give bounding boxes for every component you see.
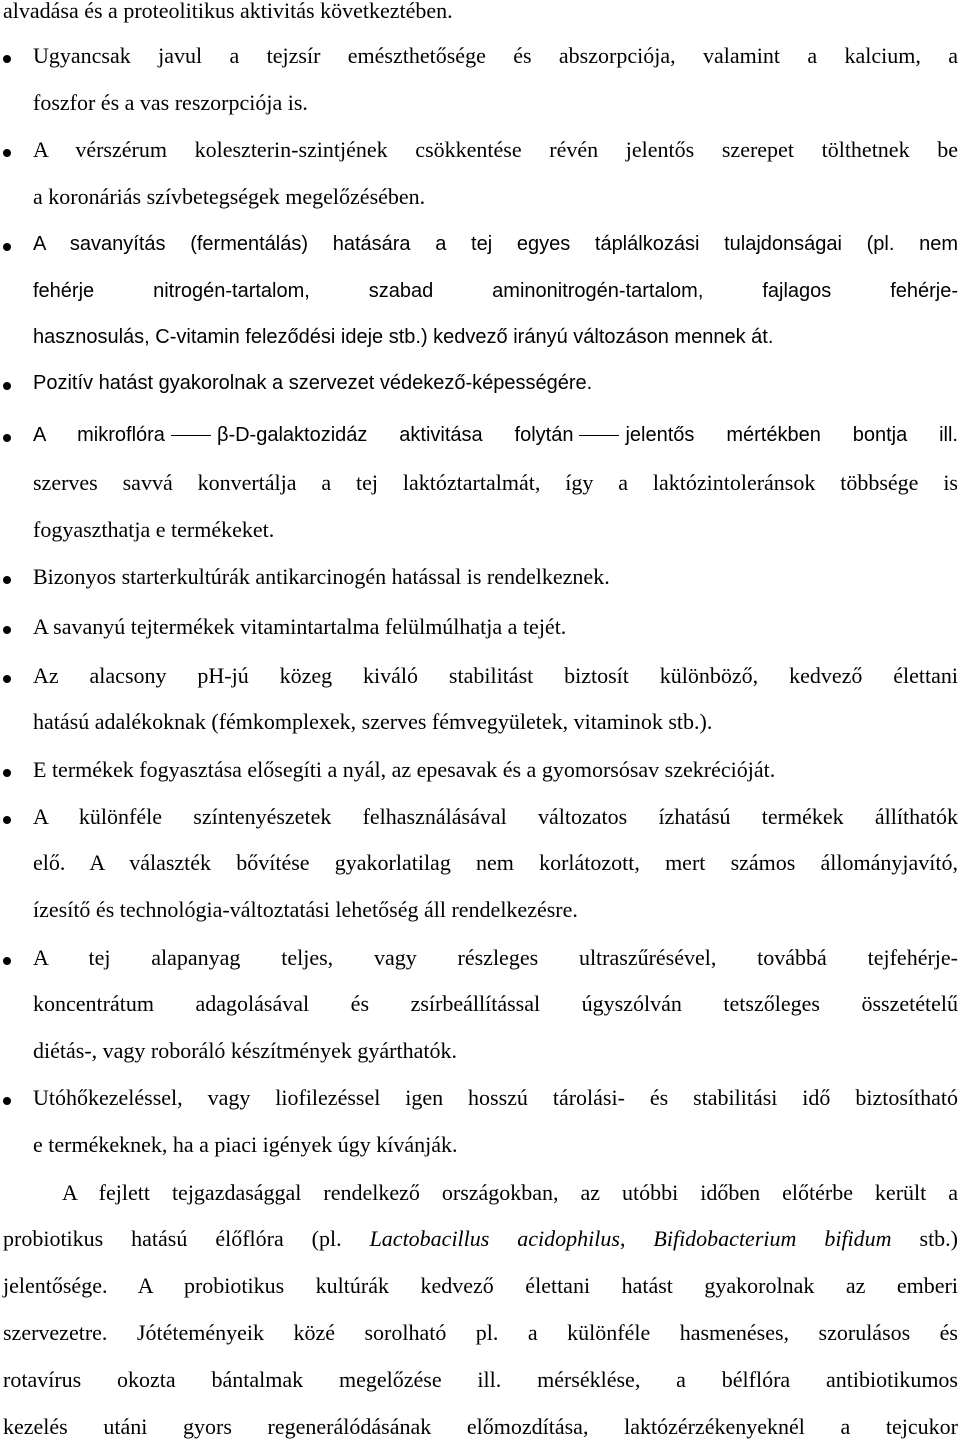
text-line: foszfor és a vas reszorpciója is. [33, 90, 308, 115]
em-dash-line [171, 435, 211, 437]
text-line: fogyaszthatja e termékeket. [33, 517, 275, 542]
bullet-icon [3, 769, 11, 777]
bullet-icon [3, 149, 11, 157]
text-line: diétás-, vagy roboráló készítmények gyárthatók. [33, 1038, 457, 1063]
bullet-icon [3, 55, 11, 63]
bullet-icon [3, 243, 11, 251]
text-line: a koronáriás szívbetegségek megelőzésében. [33, 184, 426, 209]
text-line: hatású adalékoknak (fémkomplexek, szerves fémvegyületek, vitaminok stb.). [33, 709, 713, 734]
text-line: Pozitív hatást gyakorolnak a szervezet védekező-képességére. [33, 372, 593, 394]
text-line: A savanyú tejtermékek vitamintartalma felülmúlhatja a tejét. [33, 614, 567, 639]
bullet-icon [3, 675, 11, 683]
text-line: alvadása és a proteolitikus aktivitás következtében. [3, 0, 453, 23]
text-segment: probiotikus hatású élőflóra (pl. [3, 1226, 370, 1251]
text-line: rotavírus okozta bántalmak megelőzése ill. mérséklése, a bélflóra antibiotikumos [3, 1367, 958, 1392]
text-line: A savanyítás (fermentálás) hatására a tej egyes táplálkozási tulajdonságai (pl. nem [33, 233, 958, 255]
text-segment: stb.) [891, 1226, 959, 1251]
text-line [3, 1226, 958, 1252]
bullet-icon [3, 434, 11, 442]
text-line: kezelés utáni gyors regenerálódásának előmozdítása, laktózérzékenyeknél a tejcukor [3, 1414, 958, 1439]
text-line: Utóhőkezeléssel, vagy liofilezéssel igen hosszú tárolási- és stabilitási idő biztosítható [33, 1085, 958, 1110]
bullet-icon [3, 816, 11, 824]
text-line: elő. A választék bővítése gyakorlatilag nem korlátozott, mert számos állományjavító, [33, 850, 958, 875]
text-line: szervezetre. Jótéteményeik közé sorolható pl. a különféle hasmenéses, szorulásos és [3, 1320, 958, 1345]
text-line: ízesítő és technológia-változtatási lehetőség áll rendelkezésre. [33, 897, 578, 922]
text-line: A különféle színtenyészetek felhasználásával változatos ízhatású termékek állíthatók [33, 804, 958, 829]
text-segment: jelentős mértékben bontja ill. [625, 424, 958, 446]
text-line: szerves savvá konvertálja a tej laktóztartalmát, így a laktózintoleránsok többsége is [33, 470, 958, 495]
text-line: A vérszérum koleszterin-szintjének csökkentése révén jelentős szerepet tölthetnek be [33, 137, 958, 162]
text-line: jelentősége. A probiotikus kultúrák kedvező élettani hatást gyakorolnak az emberi [3, 1273, 958, 1298]
text-line: e termékeknek, ha a piaci igények úgy kívánják. [33, 1132, 458, 1157]
text-segment: A mikroflóra [33, 424, 165, 446]
text-line: E termékek fogyasztása elősegíti a nyál, az epesavak és a gyomorsósav szekrécióját. [33, 757, 776, 782]
species-name: Lactobacillus acidophilus [369, 1226, 620, 1251]
species-name: Bifidobacterium bifidum [653, 1226, 892, 1251]
text-line: A fejlett tejgazdasággal rendelkező országokban, az utóbbi időben előtérbe került a [62, 1180, 958, 1205]
text-line: hasznosulás, C-vitamin feleződési ideje stb.) kedvező irányú változáson mennek át. [33, 326, 774, 348]
text-line: fehérje nitrogén-tartalom, szabad aminonitrogén-tartalom, fajlagos fehérje- [33, 280, 958, 302]
text-segment: β-D-galaktozidáz aktivitása folytán [216, 424, 574, 446]
em-dash-line [579, 435, 619, 437]
text-segment: , [619, 1226, 654, 1251]
text-line: Bizonyos starterkultúrák antikarcinogén hatással is rendelkeznek. [33, 564, 610, 589]
text-line: Az alacsony pH-jú közeg kiváló stabilitást biztosít különböző, kedvező élettani [33, 663, 958, 688]
bullet-icon [3, 957, 11, 965]
text-line: Ugyancsak javul a tejzsír emészthetősége és abszorpciója, valamint a kalcium, a [33, 43, 958, 68]
text-line [33, 422, 958, 448]
text-line: A tej alapanyag teljes, vagy részleges ultraszűrésével, továbbá tejfehérje- [33, 945, 958, 970]
bullet-icon [3, 576, 11, 584]
text-line: koncentrátum adagolásával és zsírbeállítással úgyszólván tetszőleges összetételű [33, 991, 958, 1016]
bullet-icon [3, 626, 11, 634]
bullet-icon [3, 1097, 11, 1105]
bullet-icon [3, 382, 11, 390]
